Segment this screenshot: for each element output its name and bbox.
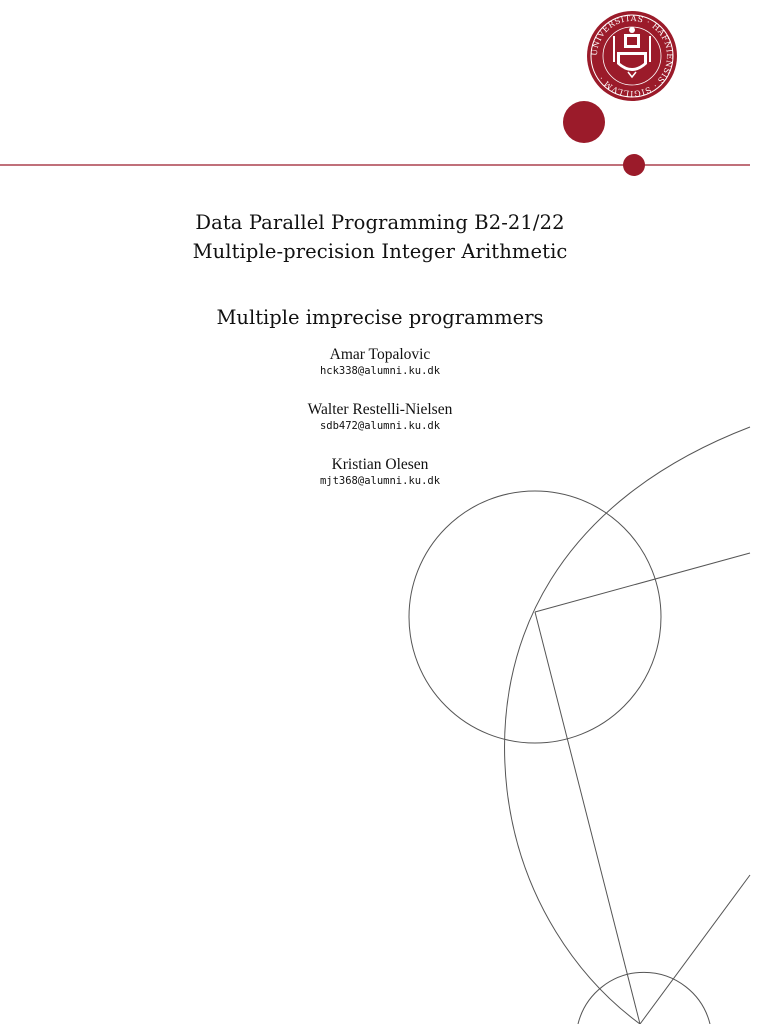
author-email: mjt368@alumni.ku.dk: [319, 475, 441, 487]
seal-text: UNIVERSITAS · HAFNIENSIS · SIGILLVM ·: [589, 13, 675, 99]
university-seal-logo: [587, 11, 677, 101]
author-1: [0, 346, 760, 378]
title-line-1: Data Parallel Programming B2-21/22: [195, 211, 565, 234]
group-name: Multiple imprecise programmers: [216, 306, 544, 329]
small-red-dot: [623, 154, 645, 176]
report-title: [0, 208, 760, 266]
author-email: hck338@alumni.ku.dk: [319, 365, 441, 377]
title-line-2: Multiple-precision Integer Arithmetic: [192, 240, 568, 263]
author-email: sdb472@alumni.ku.dk: [319, 420, 441, 432]
geometric-line-art: [409, 427, 750, 1024]
author-name: Amar Topalovic: [329, 346, 431, 363]
author-name: Walter Restelli-Nielsen: [307, 401, 453, 418]
author-2: [0, 401, 760, 433]
author-name: Kristian Olesen: [331, 456, 429, 473]
author-3: [0, 456, 760, 488]
large-red-dot: [563, 101, 605, 143]
